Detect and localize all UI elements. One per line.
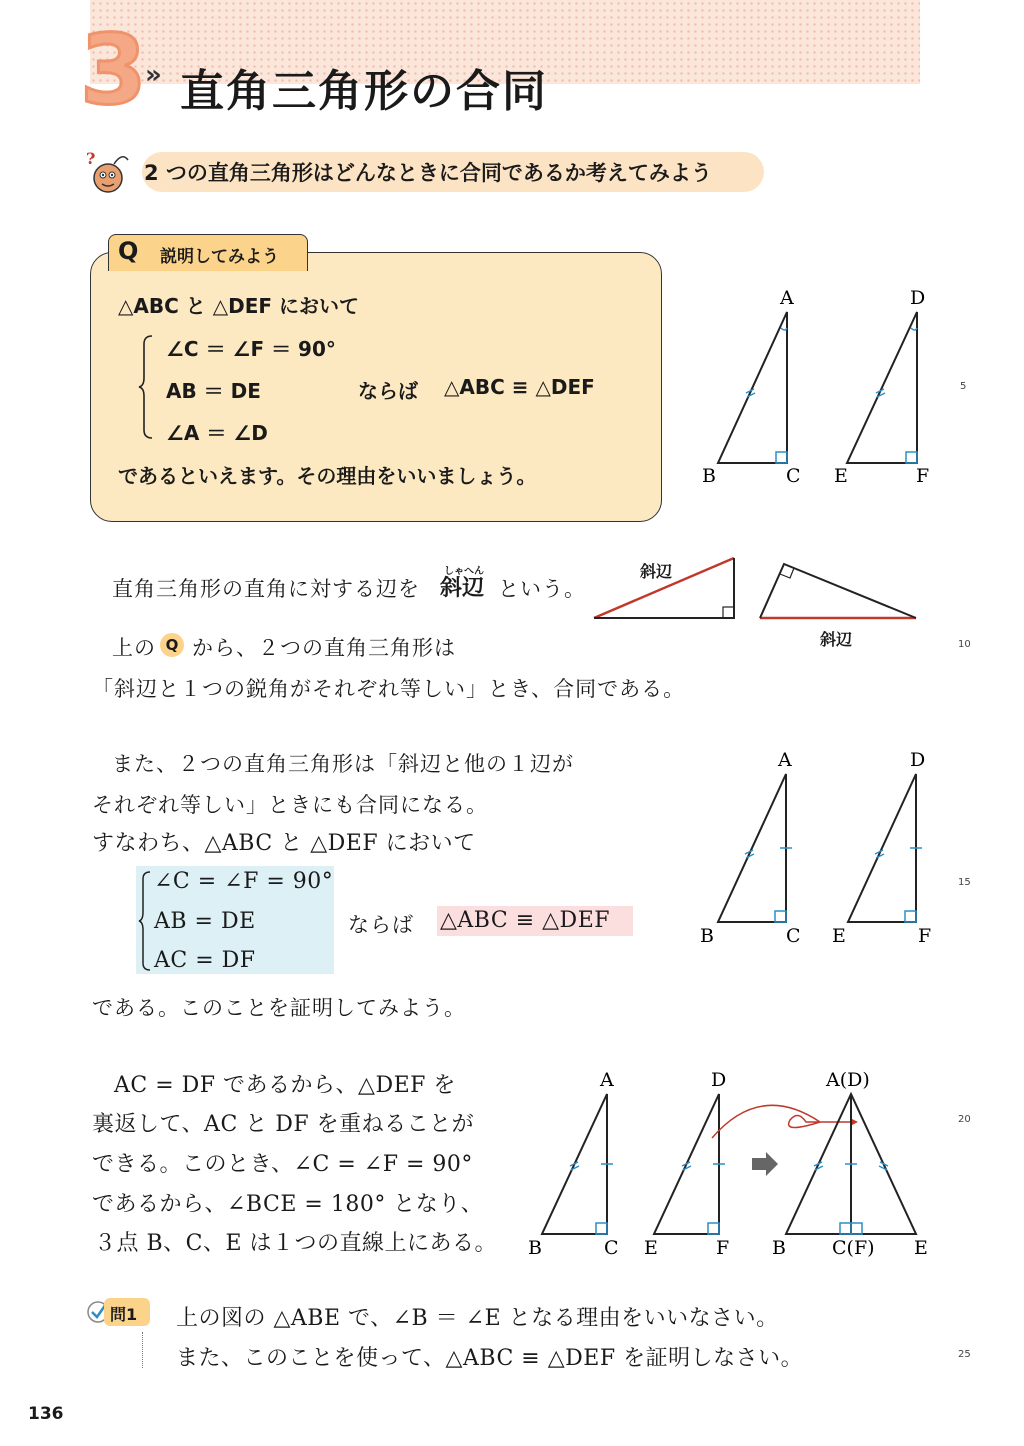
hyp-fig-label1: 斜辺: [640, 562, 673, 581]
brace-icon: [138, 870, 152, 972]
fig1-label-b: B: [702, 465, 716, 487]
triangle-abc: [718, 312, 787, 463]
line-number: 5: [960, 381, 967, 392]
page-number: 136: [28, 1404, 64, 1424]
question-cond2: AB ＝ DE: [166, 379, 261, 403]
hyp-fig-label2: 斜辺: [820, 630, 853, 649]
hypotenuse-text-after: という。: [498, 577, 586, 601]
svg-text:?: ?: [86, 149, 96, 168]
para2-cond3: AC = DF: [154, 948, 256, 973]
fig1-label-c: C: [786, 465, 801, 487]
fig2-label-c: C: [786, 925, 801, 947]
hypotenuse-text-before: 直角三角形の直角に対する辺を: [112, 577, 420, 601]
hypotenuse-figures: [588, 550, 928, 654]
fig3-label-e2: E: [914, 1237, 928, 1259]
section-arrow-icon: »: [145, 60, 162, 90]
para3-line4: であるから、∠BCE = 180° となり、: [92, 1192, 484, 1217]
para1-post: から、２つの直角三角形は: [192, 636, 456, 660]
para3-line5: ３点 B、C、E は１つの直線上にある。: [94, 1231, 498, 1256]
arrow-right-icon: [752, 1152, 778, 1176]
fig1-label-d: D: [910, 287, 926, 309]
fig3-label-f: F: [716, 1237, 730, 1259]
para3-line2: 裏返して、AC と DF を重ねることが: [92, 1112, 475, 1137]
question-letter: Q: [118, 237, 139, 265]
exercise-divider: [142, 1332, 143, 1368]
exercise-line1: 上の図の △ABE で、∠B ＝ ∠E となる理由をいいなさい。: [176, 1306, 779, 1331]
hypotenuse-ruby: しゃへん: [444, 566, 484, 577]
section-title: 直角三角形の合同: [180, 66, 548, 117]
question-tab-label: 説明してみよう: [160, 247, 279, 267]
fig3-label-b2: B: [772, 1237, 786, 1259]
para2-cond1: ∠C = ∠F = 90°: [154, 869, 334, 894]
question-last-line: であるといえます。その理由をいいましょう。: [118, 464, 537, 488]
line-number: 15: [958, 877, 971, 888]
figure3-triangles: [520, 1062, 940, 1262]
para1-line2: 「斜辺と１つの鋭角がそれぞれ等しい」とき、合同である。: [92, 677, 686, 701]
para1-pre: 上の: [112, 636, 156, 660]
section-number: 3: [80, 14, 147, 126]
fig3-label-cf: C(F): [832, 1237, 875, 1259]
para2-cond2: AB = DE: [154, 909, 256, 934]
hypotenuse-term: 斜辺: [440, 576, 485, 601]
fig1-label-e: E: [834, 465, 848, 487]
figure1-triangles: [690, 280, 950, 490]
para2-line4: である。このことを証明してみよう。: [92, 996, 466, 1020]
para3-line3: できる。このとき、∠C = ∠F = 90°: [92, 1152, 473, 1177]
fig2-label-a: A: [778, 749, 792, 771]
fig3-label-c: C: [604, 1237, 619, 1259]
exercise-line2: また、このことを使って、△ABC ≡ △DEF を証明しなさい。: [176, 1346, 804, 1371]
brace-icon: [138, 334, 154, 440]
question-naraba: ならば: [358, 379, 418, 403]
fig1-label-f: F: [916, 465, 930, 487]
question-cond3: ∠A ＝ ∠D: [166, 421, 268, 445]
question-line1: △ABC と △DEF において: [118, 294, 359, 318]
question-cond1: ∠C ＝ ∠F ＝ 90°: [166, 337, 336, 361]
fig3-label-ad: A(D): [826, 1069, 870, 1091]
fig3-label-b: B: [528, 1237, 542, 1259]
para3-line1: AC = DF であるから、△DEF を: [114, 1073, 456, 1098]
para2-line2: それぞれ等しい」ときにも合同になる。: [92, 793, 488, 817]
fig2-label-e: E: [832, 925, 846, 947]
fig2-label-f: F: [918, 925, 932, 947]
fig3-label-d: D: [711, 1069, 727, 1091]
q-reference-icon: Q: [160, 633, 184, 657]
fig3-label-a: A: [600, 1069, 614, 1091]
fig1-label-a: A: [780, 287, 794, 309]
fig3-label-e: E: [644, 1237, 658, 1259]
question-conclusion: △ABC ≡ △DEF: [444, 375, 595, 399]
exercise-label: 問1: [110, 1305, 138, 1324]
fig2-label-b: B: [700, 925, 714, 947]
goal-text: 2 つの直角三角形はどんなときに合同であるか考えてみよう: [144, 161, 712, 185]
mascot-icon: [84, 148, 134, 196]
line-number: 10: [958, 639, 971, 650]
para2-line1: また、２つの直角三角形は「斜辺と他の１辺が: [112, 752, 574, 776]
figure2-triangles: [690, 742, 950, 952]
para2-line3: すなわち、△ABC と △DEF において: [92, 831, 476, 856]
fig2-label-d: D: [910, 749, 926, 771]
para2-naraba: ならば: [348, 913, 414, 937]
line-number: 25: [958, 1349, 971, 1360]
para2-conclusion: △ABC ≡ △DEF: [440, 908, 611, 933]
line-number: 20: [958, 1114, 971, 1125]
